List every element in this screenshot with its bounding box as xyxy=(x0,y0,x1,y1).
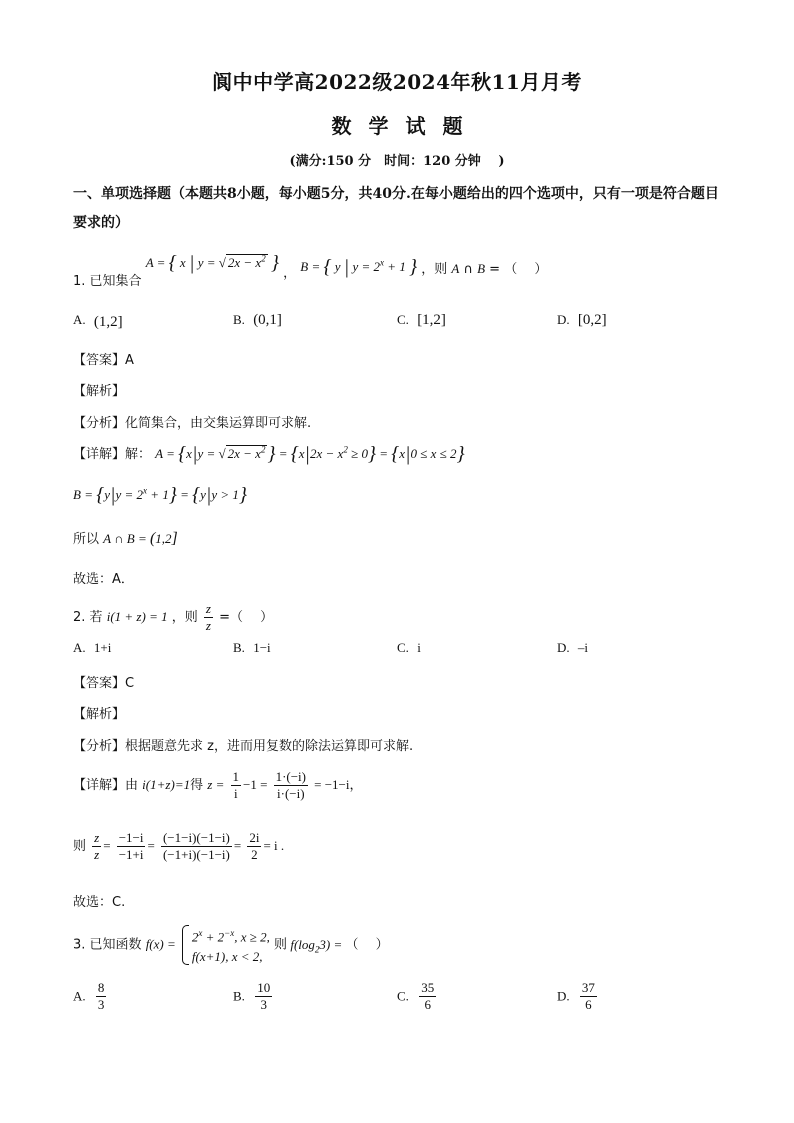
detail-line-2: $B = \{y|y = 2^x + 1\} = \{y|y > 1\}$ xyxy=(73,484,247,506)
option-b[interactable]: B. $\frac{10}{3}$ xyxy=(233,980,271,1012)
page-title: 阆中中学高2022级2024年秋11月月考 xyxy=(212,70,582,94)
option-a[interactable]: A. (1,2] xyxy=(73,312,123,330)
question-3-stem: 3. 已知函数 f(x) = $2^x + 2^{-x}$, x ≥ 2, f(x+1), x < 2, 则 $f(\log_23)$ = （ ） xyxy=(73,923,389,967)
detail-line-1: 【详解】由 i(1+z)=1得 z = $\frac{1}{i}$ −1 = $\frac{1\cdot(-i)}{i\cdot(-i)}$ = −1−i， xyxy=(73,769,363,801)
option-b[interactable]: B. (0,1] xyxy=(233,312,282,328)
option-c[interactable]: C. $\frac{35}{6}$ xyxy=(397,980,435,1012)
option-d[interactable]: D. $\frac{37}{6}$ xyxy=(557,980,595,1012)
question-2-stem: 2. 若 i(1 + z) = 1 ，则 $\frac{z}{z}$ =（ ） xyxy=(73,601,274,633)
subject-char: 数 xyxy=(331,114,352,138)
exam-meta: (满分:150 分 时间：120 分钟 ) xyxy=(289,154,505,169)
option-b[interactable]: B. 1−i xyxy=(233,640,271,655)
fenxi-line: 【分析】化简集合，由交集运算即可求解. xyxy=(73,416,312,431)
conclusion-1: 故选：A． xyxy=(73,572,134,587)
conclusion-2: 故选：C. xyxy=(73,895,126,910)
fenxi-line: 【分析】根据题意先求 z，进而用复数的除法运算即可求解. xyxy=(73,739,414,754)
option-a[interactable]: A. $\frac{8}{3}$ xyxy=(73,980,105,1012)
detail-line-3: 所以 A ∩ B = (1,2] xyxy=(73,530,178,547)
detail-line-1: 【详解】解： A = {x|y = √ $2x - x^2$ } = $\{x|2x - x^2 \ge 0\} = \{x|0 \le x \le 2\}$ xyxy=(73,443,465,465)
set-b: B = { y | $y = 2^x + 1$ } xyxy=(300,256,418,278)
question-number: 1. 已知集合 xyxy=(73,274,142,289)
question-1-stem: 1. 已知集合 A = { x | y = √ $2x - x^2$ } ， B = { y | $y = 2^x + 1$ } ，则 A ∩ B = （ ） xyxy=(73,252,548,289)
option-c[interactable]: C. i xyxy=(397,640,421,655)
analysis-tag: 【解析】 xyxy=(73,384,126,399)
set-a: A = { x | y = √ $2x - x^2$ } xyxy=(145,252,279,274)
piecewise-system: $2^x + 2^{-x}$, x ≥ 2, f(x+1), x < 2, xyxy=(180,923,270,967)
section-heading: 一、单项选择题（本题共8小题，每小题5分，共40分.在每小题给出的四个选项中，只有一项是符合题目要求的） xyxy=(73,186,719,231)
subject-char: 试 xyxy=(405,114,426,138)
detail-line-2: 则 $\frac{z}{z}$ = $\frac{-1-i}{-1+i}$ = $\frac{(-1-i)(-1-i)}{(-1+i)(-1-i)}$ = $\frac{2i}{2}$ = i . xyxy=(73,830,285,862)
subject-title xyxy=(0,110,794,139)
option-a[interactable]: A. 1+i xyxy=(73,640,112,655)
option-d[interactable]: D. –i xyxy=(557,640,589,655)
subject-char: 学 xyxy=(368,114,389,138)
answer-line: 【答案】A xyxy=(73,353,134,368)
analysis-tag: 【解析】 xyxy=(73,707,126,722)
option-c[interactable]: C. [1,2] xyxy=(397,312,446,328)
option-d[interactable]: D. [0,2] xyxy=(557,312,607,328)
answer-line: 【答案】C xyxy=(73,676,135,691)
subject-char: 题 xyxy=(442,114,463,138)
